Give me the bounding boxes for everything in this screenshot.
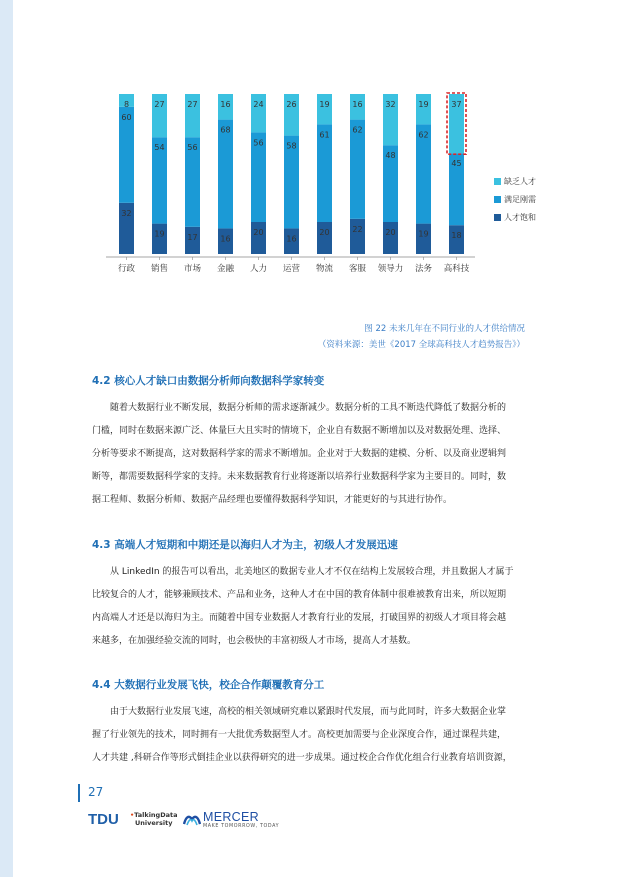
- data-label: 19: [418, 100, 429, 109]
- section-4-2-heading: 4.2 核心人才缺口由数据分析师向数据科学家转变: [92, 375, 325, 387]
- paragraph-line: 内高端人才还是以海归为主。而随着中国专业数据人才教育行业的发展，打破国界的初级人才项目将会越: [92, 613, 507, 623]
- legend-item: [494, 190, 536, 208]
- data-label: 20: [319, 228, 330, 237]
- data-label: 16: [220, 100, 231, 109]
- data-label: 26: [286, 100, 297, 109]
- legend-item: [494, 172, 536, 190]
- mercer-mark-icon: [183, 812, 201, 826]
- data-label: 27: [154, 100, 165, 109]
- legend-label: 人才饱和: [504, 212, 536, 222]
- data-label: 20: [385, 228, 396, 237]
- data-label: 20: [253, 228, 264, 237]
- legend-label: 缺乏人才: [504, 176, 536, 186]
- paragraph-line: 人才共建 ,科研合作等形式倒挂企业以获得研究的进一步成果。通过校企合作优化组合行业教育培训资源，: [92, 753, 512, 763]
- data-label: 45: [451, 159, 462, 169]
- data-label: 48: [385, 151, 396, 161]
- paragraph-line: 随着大数据行业不断发展，数据分析师的需求逐渐减少。数据分析的工具不断迭代降低了数据分析的: [110, 403, 507, 413]
- x-tick-label: 法务: [414, 264, 433, 274]
- figure-source: （资料来源：美世《2017 全球高科技人才趋势报告》）: [317, 340, 525, 350]
- mercer-logo: [183, 810, 283, 834]
- data-label: 24: [253, 100, 264, 109]
- data-label: 56: [187, 143, 198, 153]
- legend-item: [494, 208, 536, 226]
- mercer-name: MERCER: [203, 810, 259, 824]
- data-label: 32: [121, 208, 132, 218]
- data-label: 56: [253, 138, 264, 148]
- legend-swatch: [494, 196, 501, 203]
- data-label: 62: [418, 130, 429, 140]
- chart-legend: [494, 172, 536, 226]
- paragraph-line: 从 LinkedIn 的报告可以看出，北美地区的数据专业人才不仅在结构上发展较合理，并且数据人才属于: [110, 567, 514, 577]
- paragraph-line: 来越多，在加强经验交流的同时，也会极快的丰富初级人才市场，提高人才基数。: [92, 636, 417, 646]
- section-4-3-body: [92, 561, 528, 653]
- data-label: 22: [352, 224, 363, 234]
- x-tick-label: 客服: [348, 264, 367, 274]
- data-label: 16: [220, 234, 231, 244]
- university-text: University: [135, 818, 173, 827]
- data-label: 27: [187, 100, 198, 109]
- paragraph-line: 据工程师、数据分析师、数据产品经理也要懂得数据科学知识，才能更好的与其进行协作。: [92, 495, 453, 505]
- data-label: 62: [352, 125, 363, 135]
- legend-label: 满足刚需: [504, 194, 536, 204]
- section-4-2-body: [92, 397, 528, 512]
- data-label: 17: [187, 232, 198, 242]
- data-label: 37: [451, 100, 462, 109]
- paragraph-line: 握了行业领先的技术，同时拥有一大批优秀数据型人才。高校更加需要与企业深度合作，通过课程共建，: [92, 730, 507, 740]
- paragraph-line: 分析等要求不断提高，这对数据科学家的需求不断增加。企业对于大数据的建模、分析、以及商业逻辑判: [92, 449, 507, 459]
- data-label: 19: [154, 229, 165, 239]
- left-margin-strip: [0, 0, 13, 877]
- tdu-logo: TDU: [88, 811, 119, 828]
- x-tick-label: 金融: [216, 264, 235, 274]
- bar-segment: [416, 94, 431, 124]
- data-label: 68: [220, 125, 231, 135]
- bar-segment: [218, 120, 233, 229]
- figure-caption: 图 22 未来几年在不同行业的人才供给情况: [364, 324, 525, 334]
- legend-swatch: [494, 214, 501, 221]
- paragraph-line: 门槛，同时在数据来源广泛、体量巨大且实时的情境下，企业自有数据不断增加以及对数据处理、选择、: [92, 426, 507, 436]
- x-tick-label: 行政: [117, 264, 136, 274]
- data-label: 19: [418, 229, 429, 239]
- bar-segment: [416, 224, 431, 254]
- paragraph-line: 断等，都需要数据科学家的支持。未来数据教育行业将逐渐以培养行业数据科学家为主要目的。同时，数: [92, 472, 507, 482]
- x-tick-label: 销售: [150, 264, 169, 274]
- data-label: 16: [286, 234, 297, 244]
- bar-segment: [317, 222, 332, 254]
- bar-segment: [251, 222, 266, 254]
- bar-segment: [152, 224, 167, 254]
- paragraph-line: 比较复合的人才，能够兼顾技术、产品和业务，这种人才在中国的教育体制中很难被教育出来，所以短期: [92, 590, 507, 600]
- x-tick-label: 高科技: [443, 264, 470, 274]
- data-label: 60: [121, 112, 132, 122]
- x-tick-label: 人力: [249, 264, 268, 274]
- bar-segment: [317, 94, 332, 124]
- talkingdata-university-logo: •TalkingData University: [130, 811, 178, 827]
- section-4-4-body: [92, 701, 528, 770]
- paragraph-line: 由于大数据行业发展飞速，高校的相关领域研究难以紧跟时代发展，而与此同时，许多大数据企业掌: [110, 707, 507, 717]
- data-label: 8: [123, 100, 130, 109]
- page-number: 27: [88, 785, 104, 799]
- data-label: 54: [154, 143, 165, 153]
- stacked-bar-chart: [100, 88, 490, 313]
- data-label: 19: [319, 100, 330, 109]
- section-4-4-heading: 4.4 大数据行业发展飞快，校企合作颠覆教育分工: [92, 679, 325, 691]
- x-tick-label: 物流: [315, 264, 334, 274]
- data-label: 18: [451, 231, 462, 241]
- talkingdata-text: TalkingData: [134, 811, 178, 819]
- x-tick-label: 运营: [282, 264, 301, 274]
- legend-swatch: [494, 178, 501, 185]
- section-4-3-heading: 4.3 高端人才短期和中期还是以海归人才为主，初级人才发展迅速: [92, 539, 398, 551]
- data-label: 58: [286, 141, 297, 151]
- bar-segment: [383, 222, 398, 254]
- x-tick-label: 领导力: [377, 264, 404, 274]
- data-label: 32: [385, 100, 396, 109]
- mercer-tagline: MAKE TOMORROW, TODAY: [203, 824, 280, 829]
- data-label: 61: [319, 130, 330, 140]
- page-number-bar: [78, 784, 80, 802]
- x-tick-label: 市场: [183, 264, 202, 274]
- data-label: 16: [352, 100, 363, 109]
